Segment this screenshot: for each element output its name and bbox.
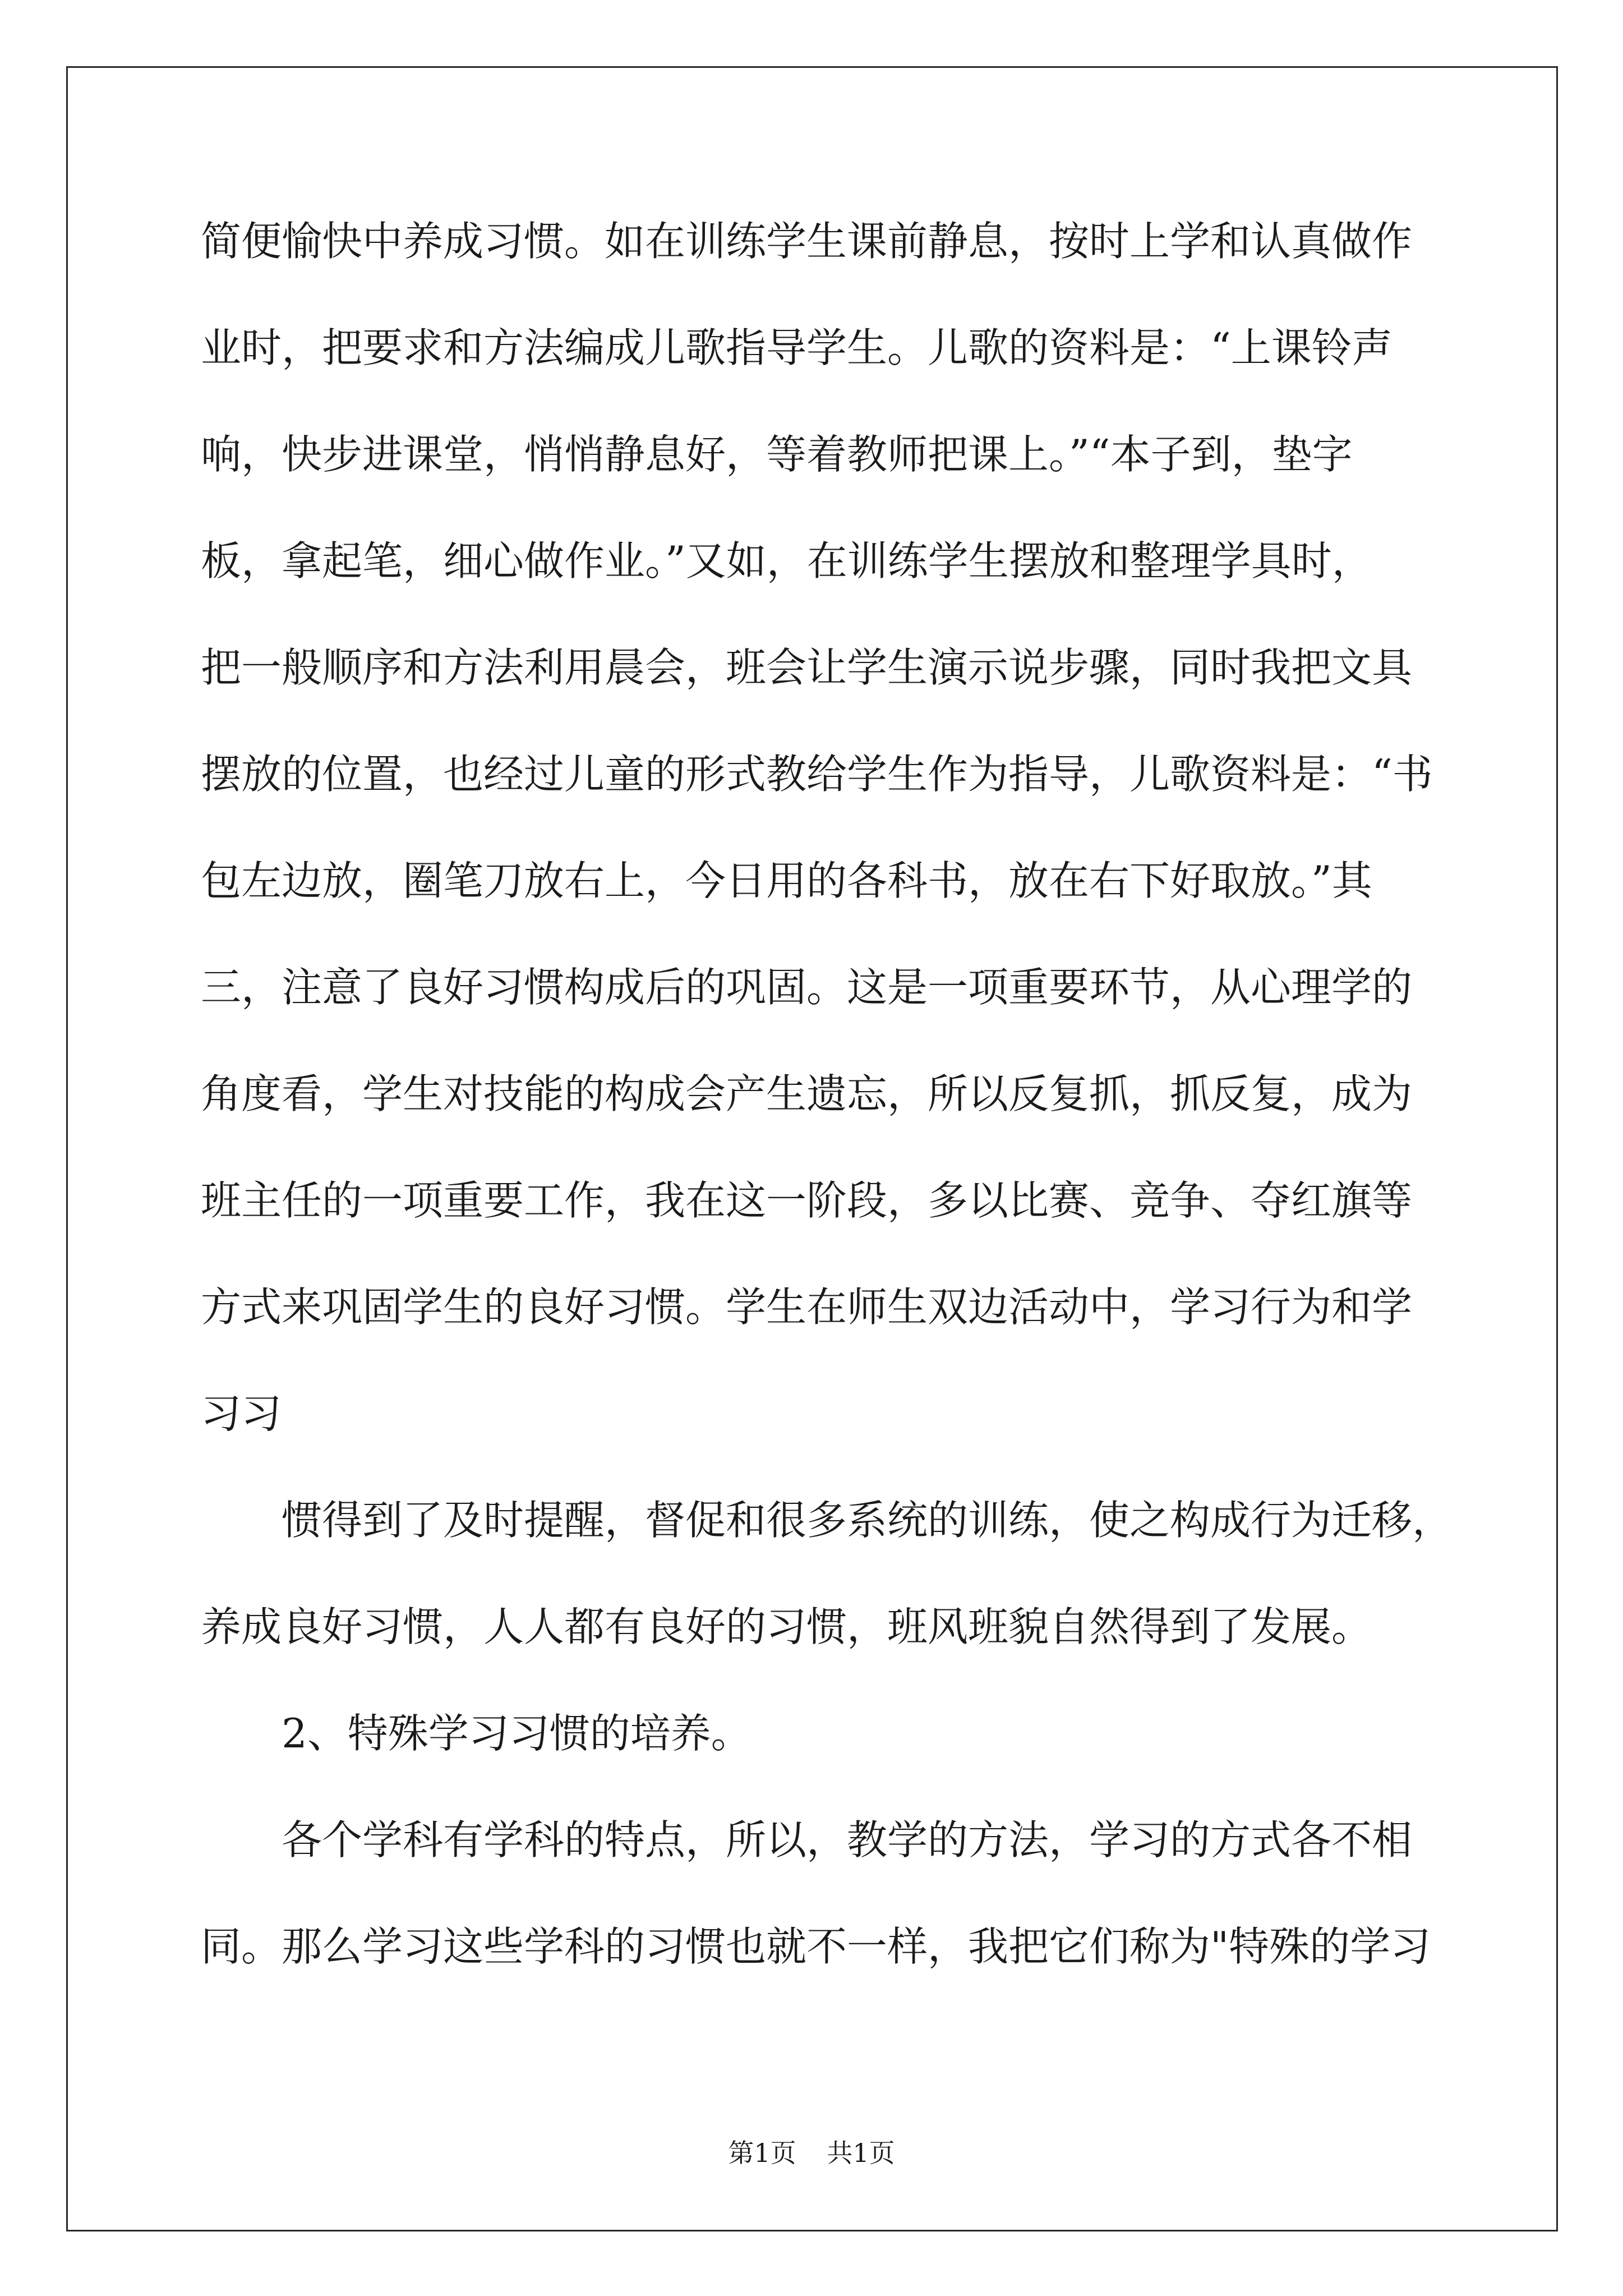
page-border <box>66 66 1558 2231</box>
text-line: 方式来巩固学生的良好习惯。学生在师生双边活动中，学习行为和学 <box>201 1283 1413 1331</box>
paragraph-first-line: 惯得到了及时提醒，督促和很多系统的训练，使之构成行为迁移， <box>282 1497 1453 1544</box>
text-line: 养成良好习惯，人人都有良好的习惯，班风班貌自然得到了发展。 <box>201 1603 1372 1650</box>
text-line: 板，拿起笔，细心做作业。”又如，在训练学生摆放和整理学具时， <box>201 537 1372 585</box>
text-line: 简便愉快中养成习惯。如在训练学生课前静息，按时上学和认真做作 <box>201 218 1413 265</box>
text-line: 班主任的一项重要工作，我在这一阶段，多以比赛、竞争、夺红旗等 <box>201 1177 1413 1224</box>
text-line: 响，快步进课堂，悄悄静息好，等着教师把课上。”“本子到，垫字 <box>201 431 1353 478</box>
section-heading: 2、特殊学习习惯的培养。 <box>282 1710 751 1757</box>
text-line: 摆放的位置，也经过儿童的形式教给学生作为指导，儿歌资料是：“书 <box>201 751 1433 798</box>
text-line: 把一般顺序和方法利用晨会，班会让学生演示说步骤，同时我把文具 <box>201 644 1413 691</box>
text-line: 习习 <box>201 1390 282 1437</box>
text-line: 三，注意了良好习惯构成后的巩固。这是一项重要环节，从心理学的 <box>201 964 1413 1011</box>
text-line: 角度看，学生对技能的构成会产生遗忘，所以反复抓，抓反复，成为 <box>201 1070 1413 1117</box>
text-line: 同。那么学习这些学科的习惯也就不一样，我把它们称为"特殊的学习 <box>201 1923 1431 1970</box>
paragraph-first-line: 各个学科有学科的特点，所以，教学的方法，学习的方式各不相 <box>282 1816 1413 1864</box>
page-number-current: 第1页 <box>728 2138 796 2168</box>
page-number-total: 共1页 <box>827 2138 895 2168</box>
page-footer <box>0 2136 1623 2170</box>
text-line: 业时，把要求和方法编成儿歌指导学生。儿歌的资料是：“上课铃声 <box>201 324 1393 371</box>
text-line: 包左边放，圈笔刀放右上，今日用的各科书，放在右下好取放。”其 <box>201 857 1372 904</box>
